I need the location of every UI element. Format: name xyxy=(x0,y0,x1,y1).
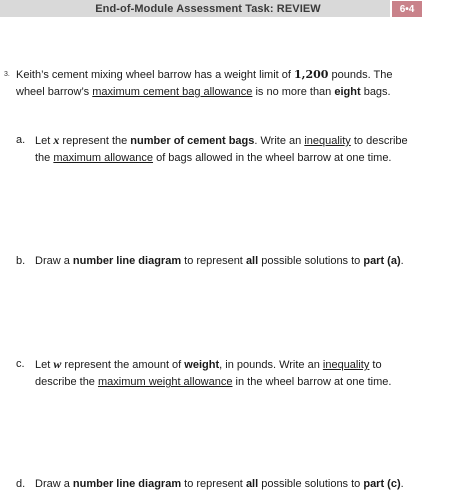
part-d-text xyxy=(35,476,436,493)
problem-text-2: pounds. The xyxy=(328,69,393,81)
problem-text-3: wheel barrow’s xyxy=(16,86,93,98)
part-c-letter: c. xyxy=(16,358,25,370)
part-d-text-1: Draw a xyxy=(35,478,73,490)
part-c-text xyxy=(35,356,436,391)
part-d-text-4: . xyxy=(400,478,404,490)
part-b-text-2: to represent xyxy=(181,255,246,267)
part-c-text-3: , in pounds. Write an xyxy=(219,359,323,371)
part-c-bold-1: weight xyxy=(184,359,220,371)
part-b-text-3: possible solutions to xyxy=(258,255,364,267)
part-a-text-2: represent the xyxy=(59,135,131,147)
part-a-text-4: to describe xyxy=(350,135,408,147)
part-b-bold-3: part (a) xyxy=(363,255,401,267)
part-c-underline-2: maximum weight allowance xyxy=(97,376,233,388)
weight-limit-value: 1,200 xyxy=(293,68,329,81)
part-a xyxy=(16,132,436,167)
header-bar xyxy=(0,0,390,17)
part-d-text-2: to represent xyxy=(181,478,246,490)
part-c-text-4: to xyxy=(369,359,382,371)
problem-statement xyxy=(16,66,441,101)
part-c-text-1: Let xyxy=(35,359,54,371)
part-a-underline-1: inequality xyxy=(304,135,351,147)
part-a-text-3: . Write an xyxy=(254,135,305,147)
part-a-text-5: the xyxy=(35,152,54,164)
part-b-text-1: Draw a xyxy=(35,255,73,267)
part-c xyxy=(16,356,436,391)
problem-number: 3. xyxy=(4,71,10,78)
problem-text-5: bags. xyxy=(360,86,391,98)
bag-count: eight xyxy=(334,86,361,98)
part-b-text-4: . xyxy=(400,255,404,267)
grade-module-badge: 6•4 xyxy=(392,1,422,17)
part-a-text xyxy=(35,132,436,167)
part-a-letter: a. xyxy=(16,134,26,146)
part-d-bold-1: number line diagram xyxy=(72,478,182,490)
variable-w: w xyxy=(53,357,62,371)
part-a-text-6: of bags allowed in the wheel barrow at one time. xyxy=(153,152,392,164)
part-a-bold-1: number of cement bags xyxy=(130,135,255,147)
part-d-bold-2: all xyxy=(245,478,259,490)
problem-text-4: is no more than xyxy=(252,86,335,98)
part-a-text-1: Let xyxy=(35,135,54,147)
part-b-bold-2: all xyxy=(245,255,259,267)
part-b-bold-1: number line diagram xyxy=(72,255,182,267)
part-d xyxy=(16,476,436,493)
variable-x: x xyxy=(53,133,60,147)
part-d-bold-3: part (c) xyxy=(363,478,401,490)
part-b-letter: b. xyxy=(16,255,26,267)
page-title: End-of-Module Assessment Task: REVIEW xyxy=(95,2,321,15)
part-d-text-3: possible solutions to xyxy=(258,478,364,490)
part-b xyxy=(16,253,436,270)
part-c-text-6: in the wheel barrow at one time. xyxy=(232,376,392,388)
part-b-text xyxy=(35,253,436,270)
problem-text-1: Keith’s cement mixing wheel barrow has a weight limit of xyxy=(16,69,294,81)
part-c-text-5: describe the xyxy=(35,376,98,388)
underlined-phrase: maximum cement bag allowance xyxy=(92,86,253,98)
part-a-underline-2: maximum allowance xyxy=(53,152,154,164)
part-c-text-2: represent the amount of xyxy=(61,359,185,371)
part-c-underline-1: inequality xyxy=(322,359,370,371)
part-d-letter: d. xyxy=(16,478,26,490)
